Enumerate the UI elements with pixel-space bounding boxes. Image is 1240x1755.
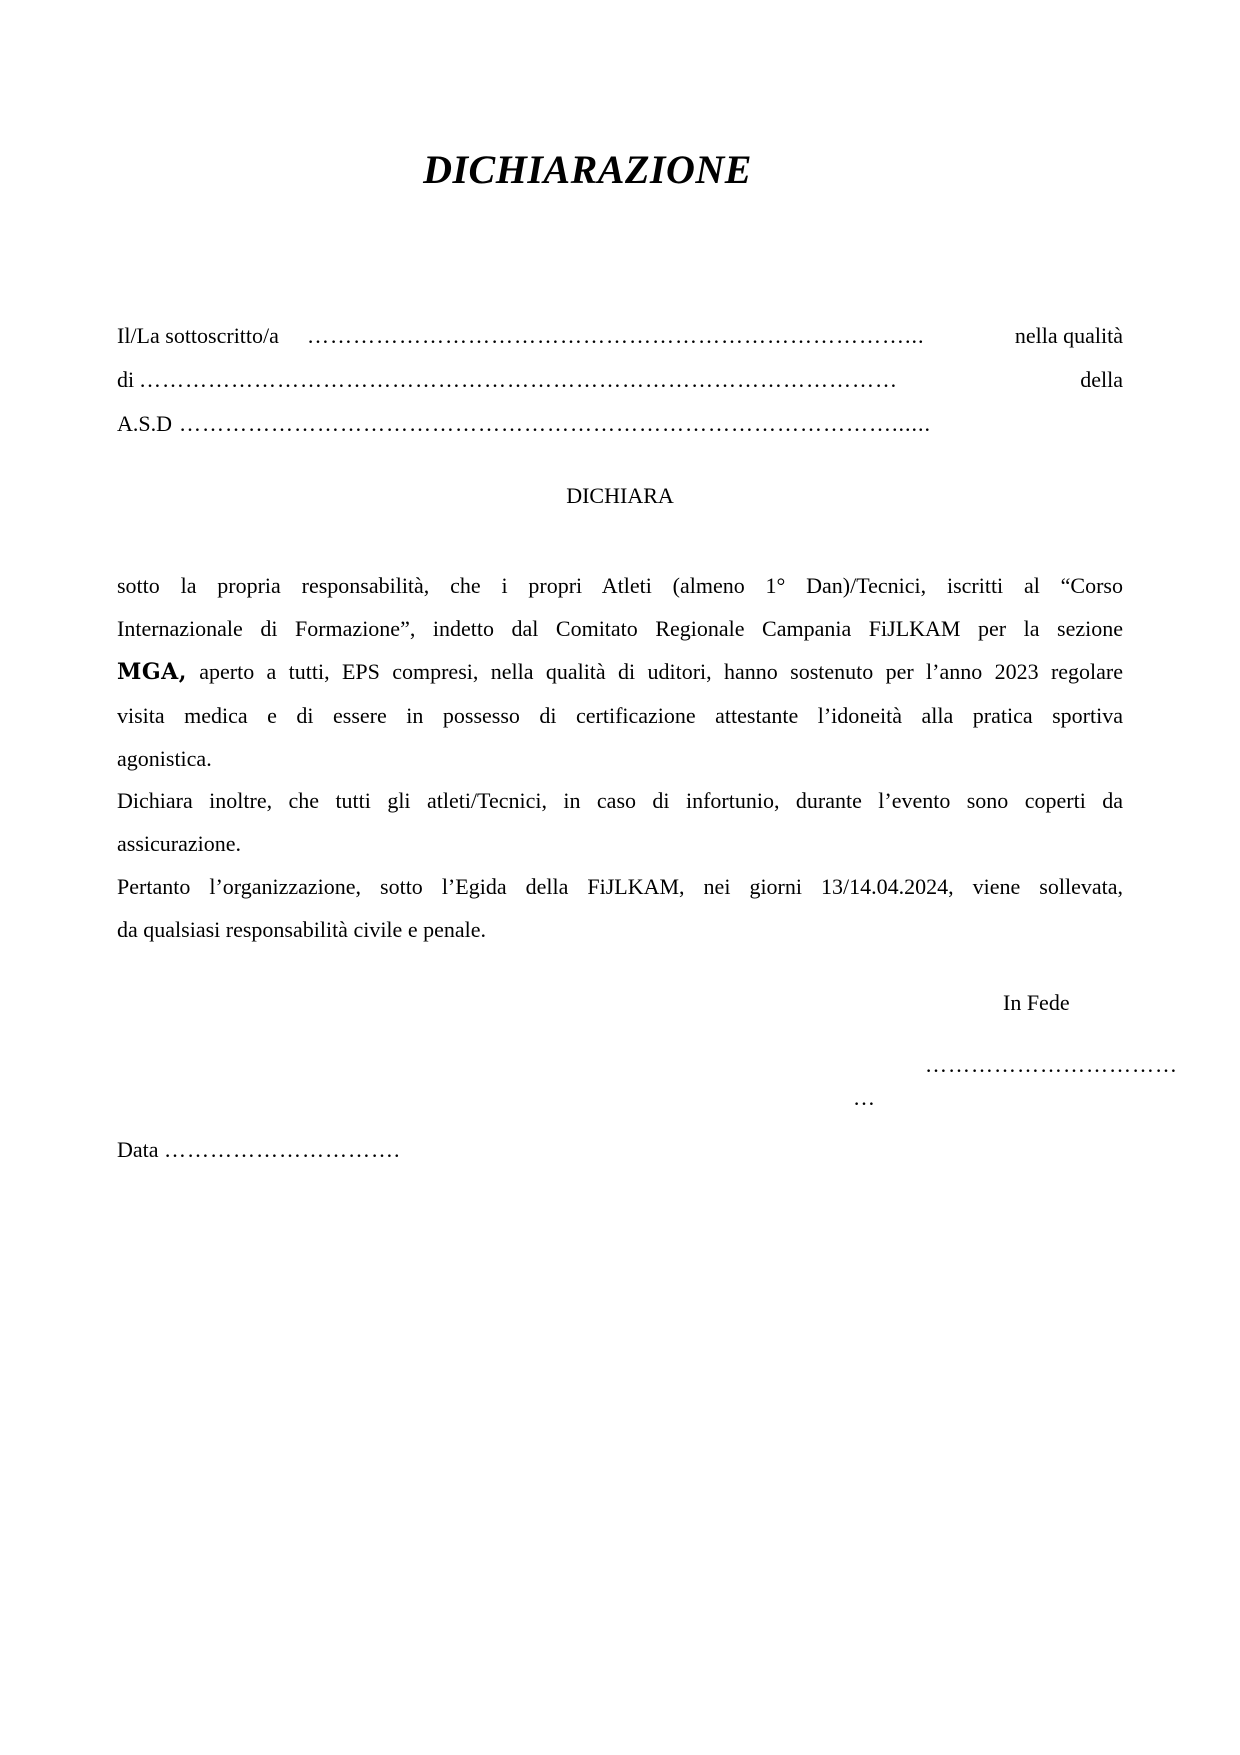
paragraph-line: da qualsiasi responsabilità civile e penale. xyxy=(117,917,486,942)
paragraph-declaration xyxy=(117,564,1123,780)
paragraph-insurance xyxy=(117,779,1123,865)
sottoscritto-field xyxy=(117,323,1123,349)
della-label: della xyxy=(1080,367,1123,392)
signature-line: …………………………… xyxy=(925,1052,1178,1077)
paragraph-line: assicurazione. xyxy=(117,831,241,856)
di-dots: ……………………………………………………………………………………… xyxy=(139,367,898,392)
section-mga: MGA, xyxy=(117,659,187,685)
signature-line-continuation: … xyxy=(853,1085,875,1110)
date-field xyxy=(117,1137,401,1163)
date-dots: …………………………. xyxy=(164,1137,401,1162)
di-label: di xyxy=(117,367,135,392)
paragraph-liability xyxy=(117,865,1123,951)
paragraph-line: Dichiara inoltre, che tutti gli atleti/Tecnici, in caso di infortunio, durante l’evento sono coperti da xyxy=(117,788,1123,813)
asd-dots: …………………………………………………………………………………...... xyxy=(179,411,931,436)
date-label: Data xyxy=(117,1137,159,1162)
sottoscritto-dots: ……………………………………………………………………... xyxy=(307,323,925,348)
document-title: DICHIARAZIONE xyxy=(423,147,752,192)
paragraph-line: Internazionale di Formazione”, indetto dal Comitato Regionale Campania FiJLKAM per la sezione xyxy=(117,616,1123,641)
paragraph-line: agonistica. xyxy=(117,746,212,771)
paragraph-line-rest: aperto a tutti, EPS compresi, nella qualità di uditori, hanno sostenuto per l’anno 2023 regolare xyxy=(186,659,1123,684)
sottoscritto-label: Il/La sottoscritto/a xyxy=(117,323,279,348)
paragraph-line: Pertanto l’organizzazione, sotto l’Egida della FiJLKAM, nei giorni 13/14.04.2024, viene sollevata, xyxy=(117,874,1123,899)
paragraph-line xyxy=(117,650,1123,694)
paragraph-line: sotto la propria responsabilità, che i propri Atleti (almeno 1° Dan)/Tecnici, iscritti al “Corso xyxy=(117,573,1123,598)
asd-field xyxy=(117,411,1123,437)
dichiara-heading: DICHIARA xyxy=(566,483,674,508)
qualita-field xyxy=(117,367,1123,393)
in-fede-label: In Fede xyxy=(1003,990,1070,1015)
qualita-label: nella qualità xyxy=(1014,323,1123,348)
paragraph-line: visita medica e di essere in possesso di certificazione attestante l’idoneità alla pratica sportiva xyxy=(117,703,1123,728)
asd-label: A.S.D xyxy=(117,411,173,436)
